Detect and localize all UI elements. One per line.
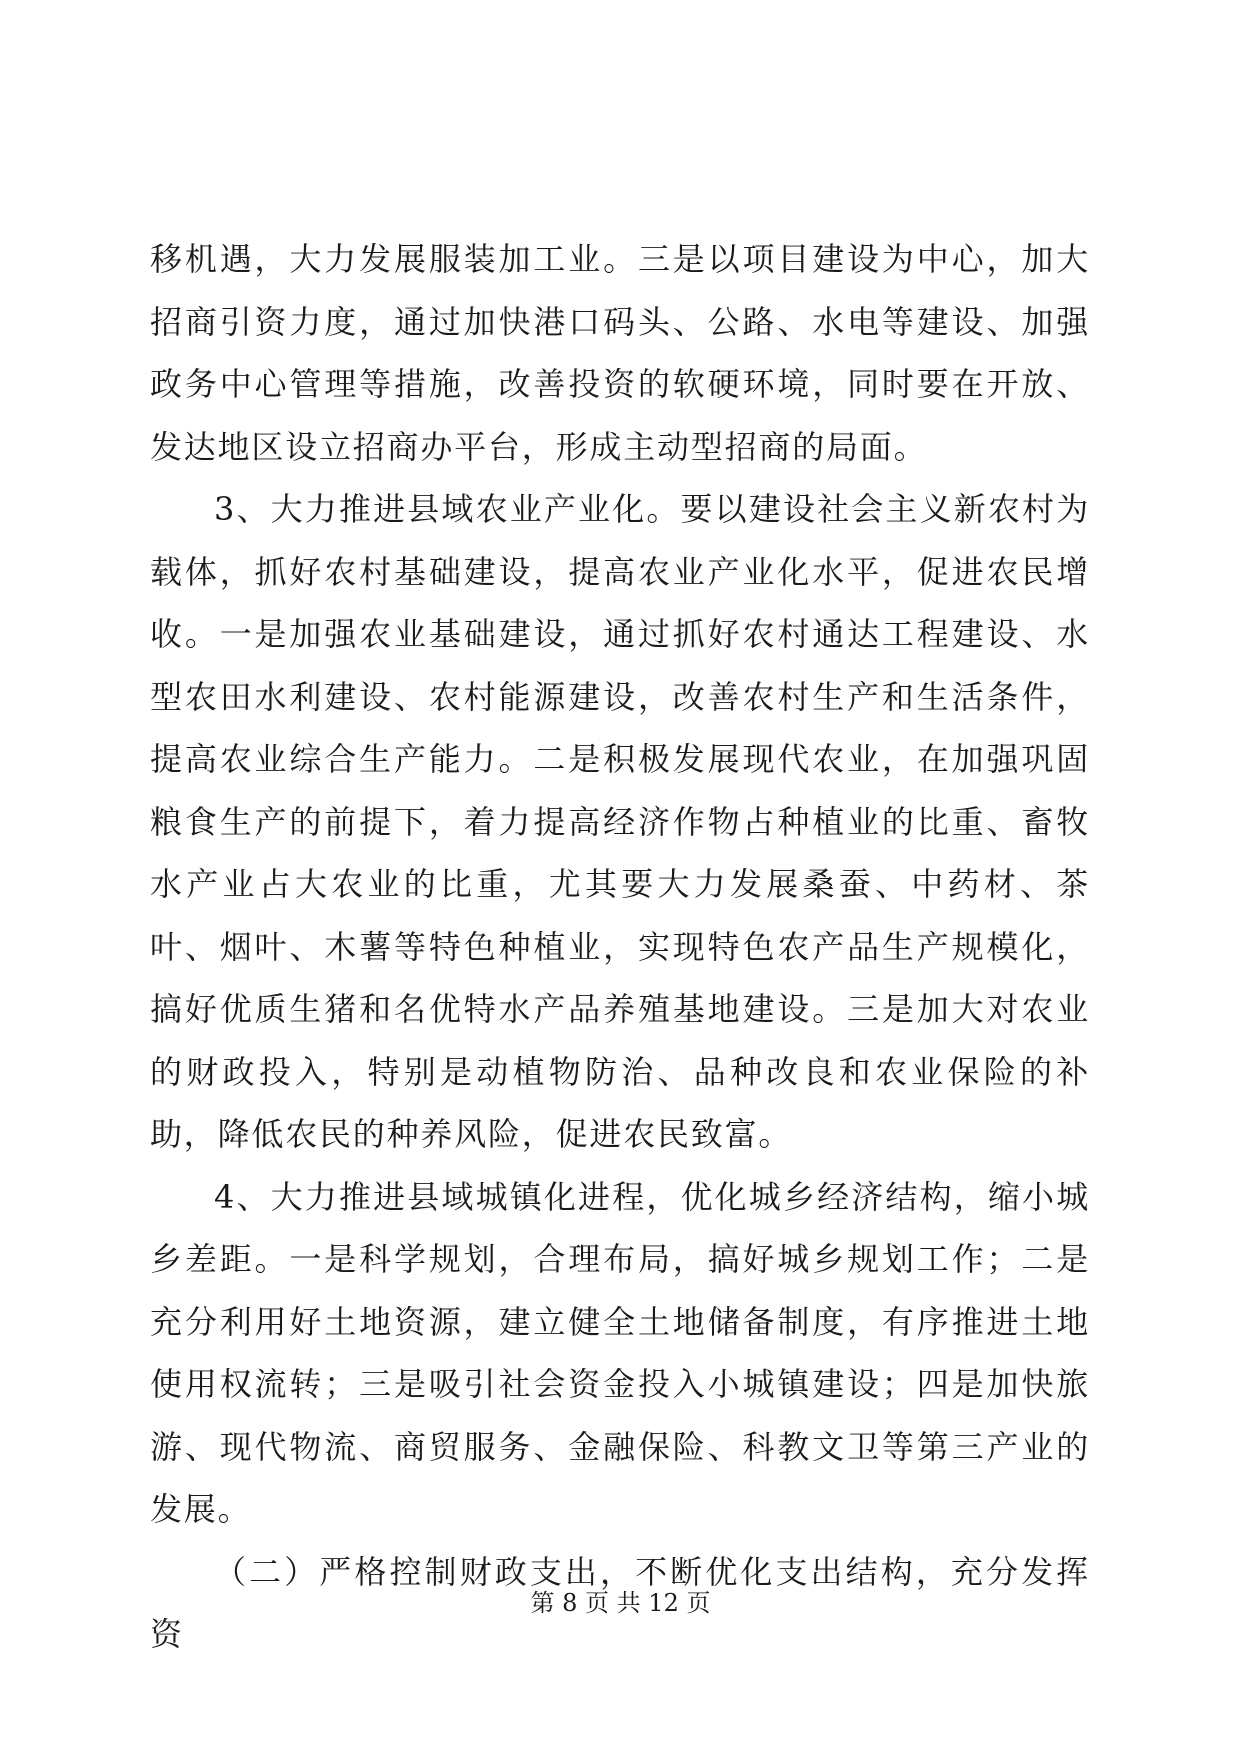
paragraph-agriculture: 3、大力推进县域农业产业化。要以建设社会主义新农村为载体，抓好农村基础建设，提高农业产业化水平，促进农民增收。一是加强农业基础建设，通过抓好农村通达工程建设、水型农田水利建设、农村能源建设，改善农村生产和生活条件，提高农业综合生产能力。二是积极发展现代农业，在加强巩固粮食生产的前提下，着力提高经济作物占种植业的比重、畜牧水产业占大农业的比重，尤其要大力发展桑蚕、中药材、茶叶、烟叶、木薯等特色种植业，实现特色农产品生产规模化，搞好优质生猪和名优特水产品养殖基地建设。三是加大对农业的财政投入，特别是动植物防治、品种改良和农业保险的补助，降低农民的种养风险，促进农民致富。 [150, 490, 1090, 1153]
page-footer: 第 8 页 共 12 页 [530, 1589, 711, 1617]
paragraph-continuation: 移机遇，大力发展服装加工业。三是以项目建设为中心，加大招商引资力度，通过加快港口码头、公路、水电等建设、加强政务中心管理等措施，改善投资的软硬环境，同时要在开放、发达地区设立招商办平台，形成主动型招商的局面。 [150, 240, 1090, 466]
paragraph-fiscal-expenditure: （二）严格控制财政支出，不断优化支出结构，充分发挥资 [150, 1552, 1090, 1653]
document-body [150, 228, 1090, 1666]
paragraph-urbanization: 4、大力推进县域城镇化进程，优化城乡经济结构，缩小城乡差距。一是科学规划，合理布局，搞好城乡规划工作；二是充分利用好土地资源，建立健全土地储备制度，有序推进土地使用权流转；三是吸引社会资金投入小城镇建设；四是加快旅游、现代物流、商贸服务、金融保险、科教文卫等第三产业的发展。 [150, 1177, 1090, 1528]
